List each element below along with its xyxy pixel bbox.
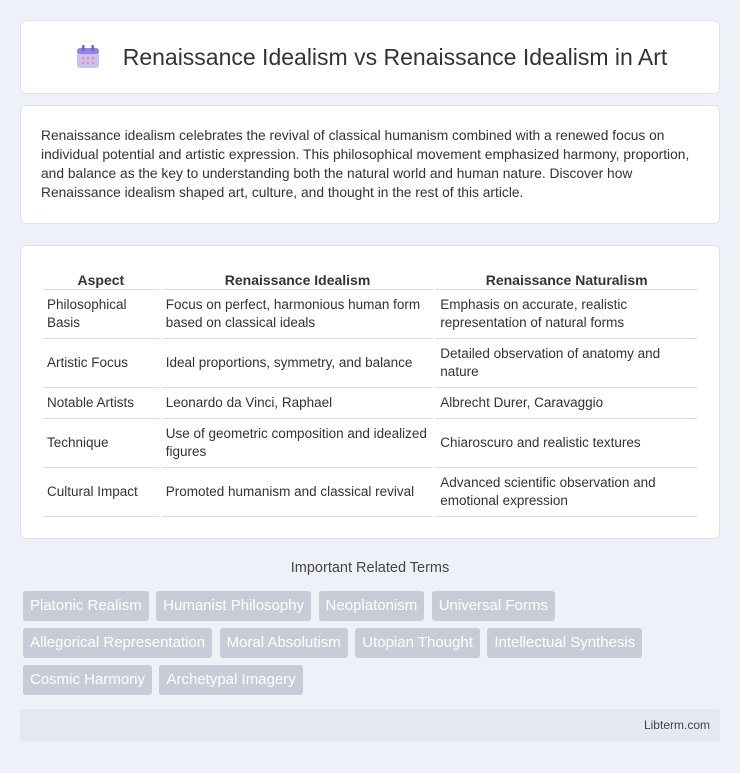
table-cell: Cultural Impact [43, 468, 159, 517]
header-card [20, 20, 720, 94]
table-cell: Notable Artists [43, 388, 159, 419]
footer-site-link[interactable]: Libterm.com [643, 718, 710, 732]
related-terms-list [23, 591, 723, 702]
table-cell: Artistic Focus [43, 339, 159, 388]
table-cell: Ideal proportions, symmetry, and balance [162, 339, 434, 388]
related-term-tag[interactable]: Moral Absolutism [220, 628, 348, 658]
table-cell: Philosophical Basis [43, 290, 159, 339]
related-term-tag[interactable]: Cosmic Harmony [23, 665, 152, 695]
table-row [43, 468, 697, 517]
table-cell: Use of geometric composition and idealized figures [162, 419, 434, 468]
table-cell: Albrecht Durer, Caravaggio [436, 388, 697, 419]
table-header: Aspect [43, 266, 159, 290]
table-row [43, 419, 697, 468]
related-term-tag[interactable]: Utopian Thought [355, 628, 480, 658]
comparison-table [40, 266, 700, 517]
related-term-tag[interactable]: Neoplatonism [319, 591, 425, 621]
table-header-row [43, 266, 697, 290]
table-row [43, 290, 697, 339]
comparison-table-card [20, 245, 720, 539]
related-terms-title: Important Related Terms [290, 560, 450, 576]
calendar-icon [73, 42, 103, 72]
table-cell: Emphasis on accurate, realistic representation of natural forms [436, 290, 697, 339]
footer [20, 709, 720, 742]
table-cell: Technique [43, 419, 159, 468]
table-row [43, 388, 697, 419]
table-cell: Focus on perfect, harmonious human form based on classical ideals [162, 290, 434, 339]
table-cell: Advanced scientific observation and emotional expression [436, 468, 697, 517]
table-header: Renaissance Idealism [162, 266, 434, 290]
intro-text: Renaissance idealism celebrates the revival of classical humanism combined with a renewed focus on individual potential and artistic expression. This philosophical movement emphasized harmony, proportion, and balance as the key to understanding both the natural world and human nature. Discover how Renaissance idealism shaped art, culture, and thought in the rest of this article. [41, 128, 690, 200]
intro-card [20, 105, 720, 224]
table-header: Renaissance Naturalism [436, 266, 697, 290]
related-term-tag[interactable]: Universal Forms [432, 591, 555, 621]
table-cell: Promoted humanism and classical revival [162, 468, 434, 517]
related-term-tag[interactable]: Allegorical Representation [23, 628, 212, 658]
related-term-tag[interactable]: Humanist Philosophy [156, 591, 311, 621]
table-cell: Chiaroscuro and realistic textures [436, 419, 697, 468]
related-term-tag[interactable]: Archetypal Imagery [159, 665, 302, 695]
table-cell: Detailed observation of anatomy and nature [436, 339, 697, 388]
table-cell: Leonardo da Vinci, Raphael [162, 388, 434, 419]
table-row [43, 339, 697, 388]
page-title: Renaissance Idealism vs Renaissance Idealism in Art [122, 43, 668, 70]
related-term-tag[interactable]: Intellectual Synthesis [487, 628, 642, 658]
related-term-tag[interactable]: Platonic Realism [23, 591, 149, 621]
